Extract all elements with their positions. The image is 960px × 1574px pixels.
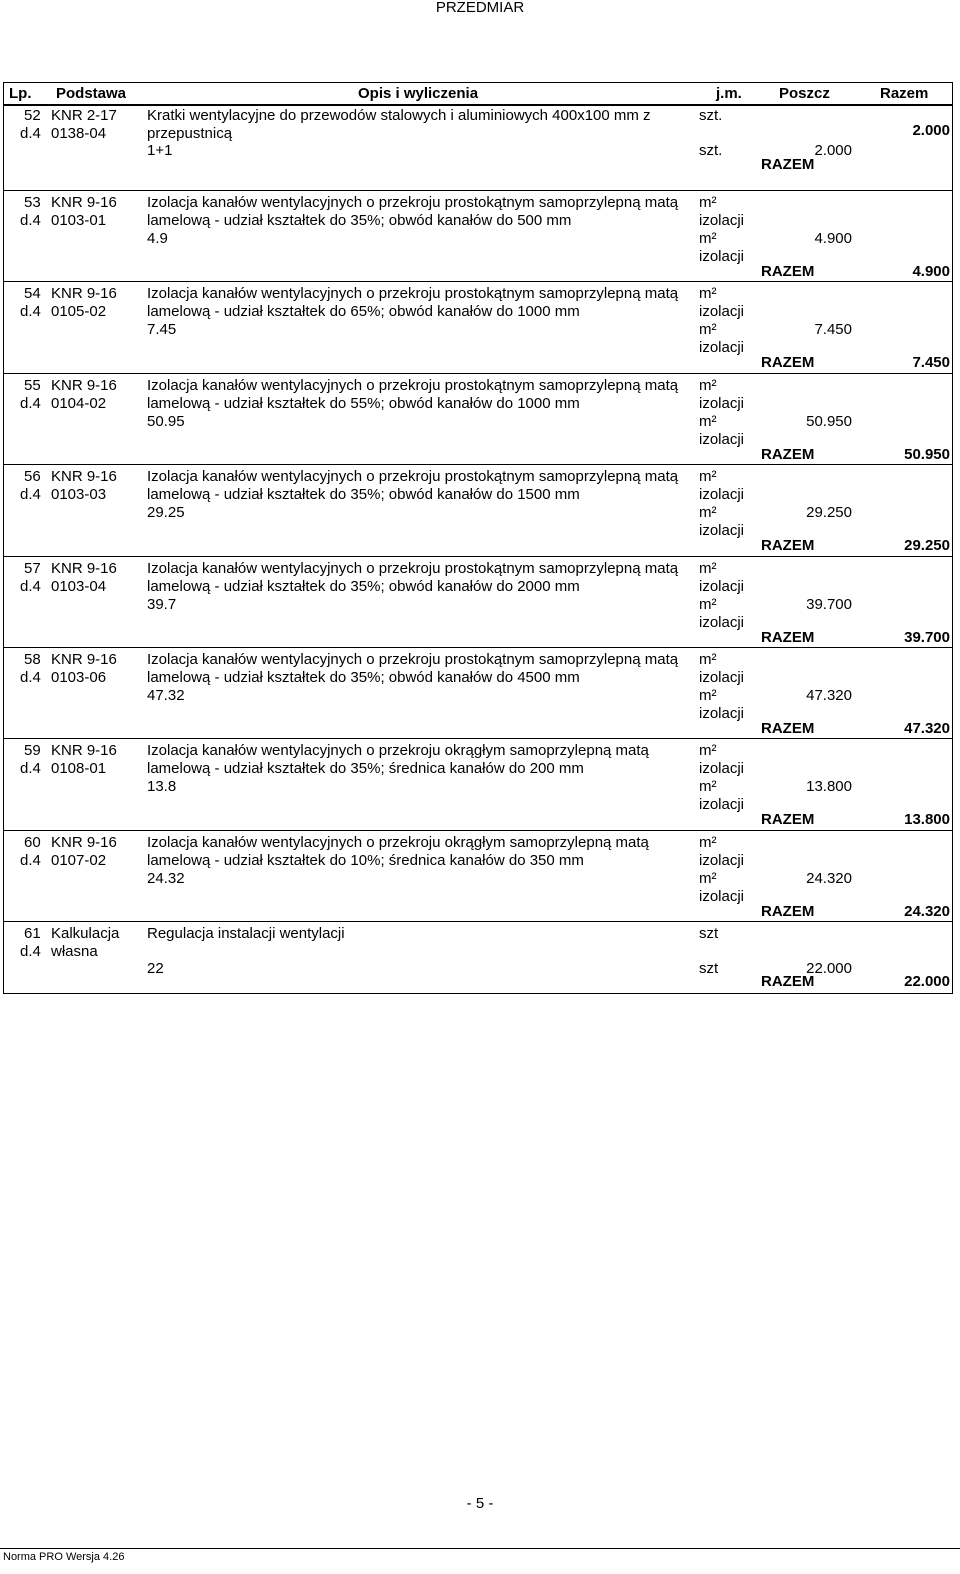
row-razem-value: 13.800 [904, 811, 950, 829]
row-razem-label: RAZEM [761, 537, 815, 555]
row-razem-label: RAZEM [761, 628, 815, 646]
row-podstawa-sub: 0103-01 [51, 212, 107, 229]
row-calc-unit: m² izolacji [699, 686, 745, 722]
table-row [4, 921, 952, 993]
row-lp: 57 [24, 559, 41, 577]
row-lp: 52 [24, 107, 41, 124]
row-calc-unit: m² izolacji [699, 595, 745, 631]
row-calc-unit: m² izolacji [699, 321, 745, 357]
row-unit: szt. [699, 107, 723, 124]
row-razem-label: RAZEM [761, 902, 815, 920]
row-razem-label: RAZEM [761, 263, 815, 280]
row-lp-sub: d.4 [20, 851, 41, 869]
row-unit: m² izolacji [699, 194, 745, 229]
row-calc-unit: m² izolacji [699, 230, 745, 265]
row-podstawa: KNR 9-16 [51, 833, 117, 851]
row-lp-sub: d.4 [20, 394, 41, 412]
row-razem-label: RAZEM [761, 973, 815, 991]
table-row [4, 190, 952, 281]
row-description: Regulacja instalacji wentylacji [147, 925, 345, 943]
table-row [4, 830, 952, 921]
row-unit: szt [699, 925, 719, 943]
row-razem-value: 24.320 [904, 902, 950, 920]
footer-divider [0, 1548, 960, 1549]
row-razem-value: 50.950 [904, 445, 950, 463]
row-description: Izolacja kanałów wentylacyjnych o przekroju prostokątnym samoprzylepną matą lamelową - udział kształtek do 35%; obwód kanałów do 4500 mm [147, 650, 679, 686]
header-opis: Opis i wyliczenia [358, 85, 479, 102]
row-lp: 58 [24, 650, 41, 668]
page-number: - 5 - [466, 1495, 494, 1512]
row-podstawa: KNR 2-17 [51, 107, 117, 124]
row-description: Izolacja kanałów wentylacyjnych o przekroju okrągłym samoprzylepną matą lamelową - udział kształtek do 10%; średnica kanałów do 350 mm [147, 833, 649, 869]
row-podstawa: KNR 9-16 [51, 376, 117, 394]
row-razem-value: 22.000 [904, 973, 950, 991]
header-razem: Razem [880, 85, 929, 102]
row-calculation: 29.25 [147, 504, 185, 522]
row-podstawa-sub: 0105-02 [51, 303, 107, 321]
row-calc-unit: m² izolacji [699, 778, 745, 814]
row-lp: 53 [24, 194, 41, 211]
row-lp: 59 [24, 742, 41, 760]
row-lp: 55 [24, 376, 41, 394]
header-podstawa: Podstawa [56, 85, 127, 102]
row-lp-sub: d.4 [20, 212, 41, 229]
row-lp-sub: d.4 [20, 943, 41, 961]
row-calculation: 22 [147, 960, 164, 978]
row-quantity: 4.900 [814, 230, 852, 247]
row-podstawa: KNR 9-16 [51, 285, 117, 303]
row-unit: m² izolacji [699, 833, 745, 869]
row-podstawa: KNR 9-16 [51, 194, 117, 211]
row-podstawa-sub: 0138-04 [51, 125, 107, 142]
row-podstawa-sub: własna [51, 943, 98, 961]
row-quantity: 50.950 [806, 412, 852, 430]
row-lp: 60 [24, 833, 41, 851]
row-razem-label: RAZEM [761, 719, 815, 737]
table-row [4, 281, 952, 372]
row-calc-unit: m² izolacji [699, 504, 745, 540]
row-description: Izolacja kanałów wentylacyjnych o przekroju okrągłym samoprzylepną matą lamelową - udział kształtek do 35%; średnica kanałów do 200 mm [147, 742, 649, 778]
header-lp: Lp. [9, 85, 32, 102]
row-calculation: 50.95 [147, 412, 185, 430]
row-calculation: 47.32 [147, 686, 185, 704]
row-description: Izolacja kanałów wentylacyjnych o przekroju prostokątnym samoprzylepną matą lamelową - udział kształtek do 65%; obwód kanałów do 1000 mm [147, 285, 679, 321]
row-description: Kratki wentylacyjne do przewodów stalowych i aluminiowych 400x100 mm z przepustnicą [147, 107, 651, 142]
row-razem-label: RAZEM [761, 445, 815, 463]
row-podstawa: Kalkulacja [51, 925, 120, 943]
header-jm: j.m. [716, 85, 742, 102]
table-row [4, 373, 952, 464]
row-calculation: 39.7 [147, 595, 177, 613]
row-calc-unit: m² izolacji [699, 869, 745, 905]
row-calculation: 4.9 [147, 230, 168, 247]
row-lp: 54 [24, 285, 41, 303]
row-podstawa-sub: 0107-02 [51, 851, 107, 869]
row-quantity: 47.320 [806, 686, 852, 704]
table-row [4, 647, 952, 738]
row-podstawa-sub: 0108-01 [51, 760, 107, 778]
row-lp-sub: d.4 [20, 760, 41, 778]
table-row [4, 106, 952, 190]
row-quantity: 13.800 [806, 778, 852, 796]
row-lp-sub: d.4 [20, 125, 41, 142]
row-quantity: 39.700 [806, 595, 852, 613]
row-lp-sub: d.4 [20, 486, 41, 504]
row-podstawa: KNR 9-16 [51, 742, 117, 760]
table-row [4, 738, 952, 829]
row-lp: 56 [24, 468, 41, 486]
row-calculation: 13.8 [147, 778, 177, 796]
przedmiar-table [3, 82, 953, 994]
row-quantity: 22.000 [806, 960, 852, 978]
row-razem-label: RAZEM [761, 354, 815, 372]
table-row [4, 464, 952, 555]
row-razem-label: RAZEM [761, 811, 815, 829]
row-unit: m² izolacji [699, 376, 745, 412]
page-title: PRZEDMIAR [435, 0, 525, 16]
row-razem-value: 39.700 [904, 628, 950, 646]
row-description: Izolacja kanałów wentylacyjnych o przekroju prostokątnym samoprzylepną matą lamelową - udział kształtek do 55%; obwód kanałów do 1000 mm [147, 376, 679, 412]
row-description: Izolacja kanałów wentylacyjnych o przekroju prostokątnym samoprzylepną matą lamelową - udział kształtek do 35%; obwód kanałów do 1500 mm [147, 468, 679, 504]
row-lp-sub: d.4 [20, 577, 41, 595]
row-podstawa: KNR 9-16 [51, 468, 117, 486]
row-quantity: 7.450 [814, 321, 852, 339]
row-razem-label: RAZEM [761, 156, 815, 173]
table-row [4, 556, 952, 647]
row-unit: m² izolacji [699, 742, 745, 778]
row-calculation: 24.32 [147, 869, 185, 887]
header-poszcz: Poszcz [779, 85, 830, 102]
row-unit: m² izolacji [699, 285, 745, 321]
row-calc-unit: szt. [699, 142, 723, 159]
row-quantity: 29.250 [806, 504, 852, 522]
row-calculation: 7.45 [147, 321, 177, 339]
row-description: Izolacja kanałów wentylacyjnych o przekroju prostokątnym samoprzylepną matą lamelową - udział kształtek do 35%; obwód kanałów do 500 mm [147, 194, 679, 229]
row-podstawa-sub: 0103-04 [51, 577, 107, 595]
row-razem-value: 7.450 [912, 354, 950, 372]
row-podstawa: KNR 9-16 [51, 650, 117, 668]
row-unit: m² izolacji [699, 559, 745, 595]
row-lp-sub: d.4 [20, 668, 41, 686]
table-header-row [4, 83, 952, 106]
row-calc-unit: szt [699, 960, 719, 978]
footer-text: Norma PRO Wersja 4.26 [3, 1551, 125, 1563]
row-podstawa-sub: 0103-06 [51, 668, 107, 686]
row-description: Izolacja kanałów wentylacyjnych o przekroju prostokątnym samoprzylepną matą lamelową - udział kształtek do 35%; obwód kanałów do 2000 mm [147, 559, 679, 595]
row-razem-value: 47.320 [904, 719, 950, 737]
row-lp: 61 [24, 925, 41, 943]
row-unit: m² izolacji [699, 650, 745, 686]
row-razem-value: 29.250 [904, 537, 950, 555]
row-podstawa-sub: 0104-02 [51, 394, 107, 412]
row-quantity: 24.320 [806, 869, 852, 887]
row-lp-sub: d.4 [20, 303, 41, 321]
row-razem-value: 4.900 [912, 263, 950, 280]
row-razem-value: 2.000 [912, 122, 950, 139]
row-calc-unit: m² izolacji [699, 412, 745, 448]
row-calculation: 1+1 [147, 142, 173, 159]
row-podstawa-sub: 0103-03 [51, 486, 107, 504]
row-quantity: 2.000 [814, 142, 852, 159]
row-unit: m² izolacji [699, 468, 745, 504]
row-podstawa: KNR 9-16 [51, 559, 117, 577]
